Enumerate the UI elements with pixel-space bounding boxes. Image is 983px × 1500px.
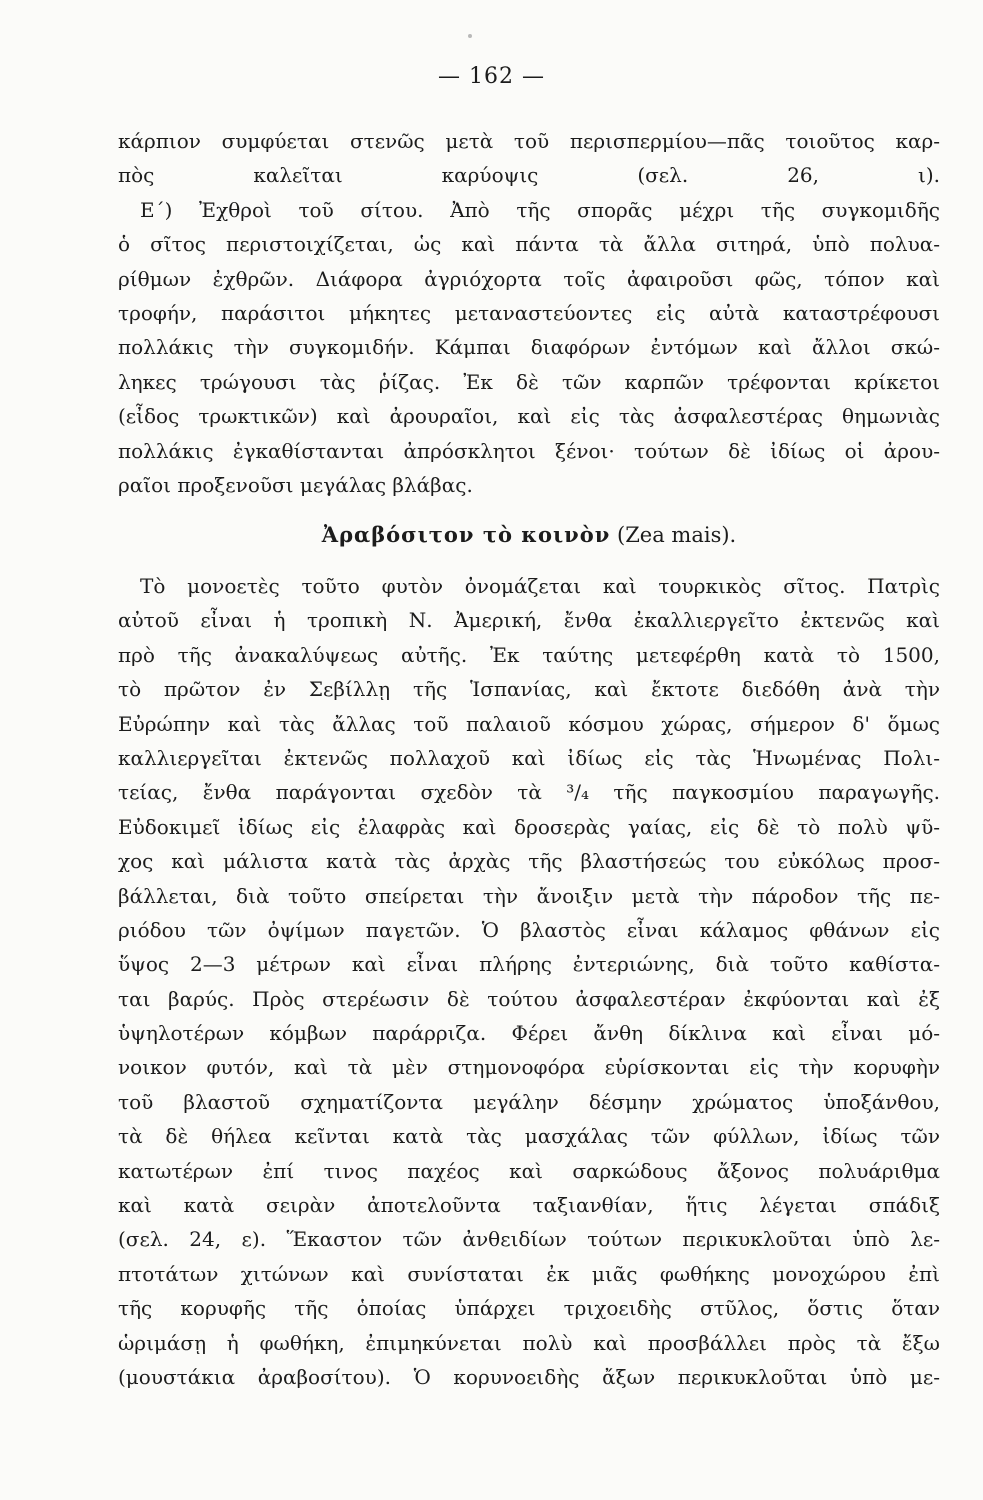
text-line: κάρπιον συμφύεται στενῶς μετὰ τοῦ περισπερμίου—πᾶς τοιοῦτος καρ- [118, 129, 940, 153]
text-line: καὶ κατὰ σειρὰν ἀποτελοῦντα ταξιανθίαν, ἥτις λέγεται σπάδιξ [118, 1193, 940, 1218]
text-line: τοῦ βλαστοῦ σχηματίζοντα μεγάλην δέσμην χρώματος ὑποξάνθου, [118, 1089, 940, 1114]
text-line: Τὸ μονοετὲς τοῦτο φυτὸν ὀνομάζεται καὶ τουρκικὸς σῖτος. Πατρὶς [140, 574, 940, 598]
text-line: νοικον φυτόν, καὶ τὰ μὲν στημονοφόρα εὑρίσκονται εἰς τὴν κορυφὴν [118, 1055, 940, 1080]
text-line: (σελ. 24, ε). Ἕκαστον τῶν ἀνθειδίων τούτων περικυκλοῦται ὑπὸ λε- [118, 1227, 940, 1252]
text-line: Εὐρώπην καὶ τὰς ἄλλας τοῦ παλαιοῦ κόσμου χώρας, σήμερον δ' ὅμως [118, 711, 940, 736]
text-line: (εἶδος τρωκτικῶν) καὶ ἀρουραῖοι, καὶ εἰς τὰς ἀσφαλεστέρας θημωνιὰς [118, 404, 940, 429]
text-line: Ε΄) Ἐχθροὶ τοῦ σίτου. Ἀπὸ τῆς σπορᾶς μέχρι τῆς συγκομιδῆς [140, 197, 940, 222]
text-line: τείας, ἔνθα παράγονται σχεδὸν τὰ ³/₄ τῆς παγκοσμίου παραγωγῆς. [118, 780, 940, 805]
text-line: πὸς καλεῖται καρύοψις (σελ. 26, ι). [118, 163, 940, 188]
paragraph-kernel-and-enemies [118, 124, 940, 502]
heading-latin-name: (Zea mais). [617, 523, 737, 547]
text-line: κατωτέρων ἐπί τινος παχέος καὶ σαρκώδους ἄξονος πολυάριθμα [118, 1158, 940, 1183]
text-line: ὑψηλοτέρων κόμβων παράρριζα. Φέρει ἄνθη δίκλινα καὶ εἶναι μό- [118, 1021, 940, 1046]
text-line: ὁ σῖτος περιστοιχίζεται, ὡς καὶ πάντα τὰ ἄλλα σιτηρά, ὑπὸ πολυα- [118, 232, 940, 257]
text-line: ὕψος 2—3 μέτρων καὶ εἶναι πλήρης ἐντεριώνης, διὰ τοῦτο καθίστα- [118, 952, 940, 977]
text-line: τὰ δὲ θήλεα κεῖνται κατὰ τὰς μασχάλας τῶν φύλλων, ἰδίως τῶν [118, 1124, 940, 1149]
text-line: ται βαρύς. Πρὸς στερέωσιν δὲ τούτου ἀσφαλεστέραν ἐκφύονται καὶ ἐξ [118, 986, 940, 1011]
section-heading [118, 512, 940, 558]
paper-speck [468, 34, 472, 38]
text-line: (μουστάκια ἀραβοσίτου). Ὁ κορυνοειδὴς ἄξων περικυκλοῦται ὑπὸ με- [118, 1364, 940, 1389]
text-line: ὡριμάσῃ ἡ φωθήκη, ἐπιμηκύνεται πολὺ καὶ προσβάλλει πρὸς τὰ ἔξω [118, 1330, 940, 1355]
text-line: ρίθμων ἐχθρῶν. Διάφορα ἀγριόχορτα τοῖς ἀφαιροῦσι φῶς, τόπον καὶ [118, 266, 940, 291]
paragraph-maize [118, 569, 940, 1394]
text-line: ραῖοι προξενοῦσι μεγάλας βλάβας. [118, 472, 473, 497]
text-line: ριόδου τῶν ὀψίμων παγετῶν. Ὁ βλαστὸς εἶναι κάλαμος φθάνων εἰς [118, 917, 940, 942]
text-line: καλλιεργεῖται ἐκτενῶς πολλαχοῦ καὶ ἰδίως εἰς τὰς Ἡνωμένας Πολι- [118, 745, 940, 770]
text-line: Εὐδοκιμεῖ ἰδίως εἰς ἐλαφρὰς καὶ δροσερὰς γαίας, εἰς δὲ τὸ πολὺ ψῦ- [118, 814, 940, 839]
text-line: πολλάκις τὴν συγκομιδήν. Κάμπαι διαφόρων ἐντόμων καὶ ἄλλοι σκώ- [118, 335, 940, 360]
text-line: χος καὶ μάλιστα κατὰ τὰς ἀρχὰς τῆς βλαστήσεώς του εὐκόλως προσ- [118, 849, 940, 874]
text-line: πτοτάτων χιτώνων καὶ συνίσταται ἐκ μιᾶς φωθήκης μονοχώρου ἐπὶ [118, 1261, 940, 1286]
heading-title: Ἀραβόσιτον τὸ κοινὸν [321, 522, 611, 547]
text-line: τῆς κορυφῆς τῆς ὁποίας ὑπάρχει τριχοειδὴς στῦλος, ὅστις ὅταν [118, 1296, 940, 1321]
text-line: πρὸ τῆς ἀνακαλύψεως αὐτῆς. Ἐκ ταύτης μετεφέρθη κατὰ τὸ 1500, [118, 642, 940, 667]
text-line: ληκες τρώγουσι τὰς ῥίζας. Ἐκ δὲ τῶν καρπῶν τρέφονται κρίκετοι [118, 369, 940, 394]
text-line: τὸ πρῶτον ἐν Σεβίλλῃ τῆς Ἱσπανίας, καὶ ἔκτοτε διεδόθη ἀνὰ τὴν [118, 677, 940, 702]
text-line: αὐτοῦ εἶναι ἡ τροπικὴ Ν. Ἀμερική, ἔνθα ἐκαλλιεργεῖτο ἐκτενῶς καὶ [118, 608, 940, 633]
text-line: βάλλεται, διὰ τοῦτο σπείρεται τὴν ἄνοιξιν μετὰ τὴν πάροδον τῆς πε- [118, 883, 940, 908]
text-line: τροφήν, παράσιτοι μήκητες μεταναστεύοντες εἰς αὐτὰ καταστρέφουσι [118, 300, 940, 325]
text-line: πολλάκις ἐγκαθίστανται ἀπρόσκλητοι ξένοι· τούτων δὲ ἰδίως οἱ ἀρου- [118, 438, 940, 463]
page-number: — 162 — [438, 64, 545, 89]
